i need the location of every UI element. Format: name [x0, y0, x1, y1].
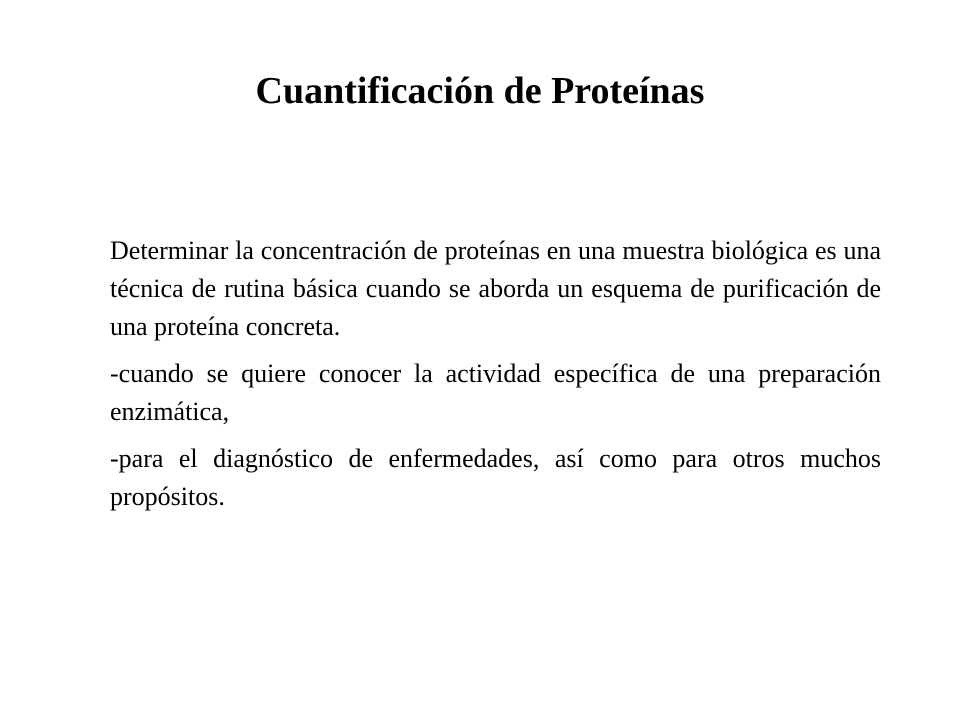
slide-body: [110, 232, 881, 525]
paragraph-intro: Determinar la concentración de proteínas en una muestra biológica es una técnica de rutina básica cuando se aborda un esquema de purificación de una proteína concreta.: [110, 236, 881, 341]
paragraph-diagnosis: -para el diagnóstico de enfermedades, así como para otros muchos propósitos.: [110, 444, 881, 511]
paragraph-enzyme-activity: -cuando se quiere conocer la actividad específica de una preparación enzimática,: [110, 359, 881, 426]
slide-title: Cuantificación de Proteínas: [255, 70, 705, 112]
